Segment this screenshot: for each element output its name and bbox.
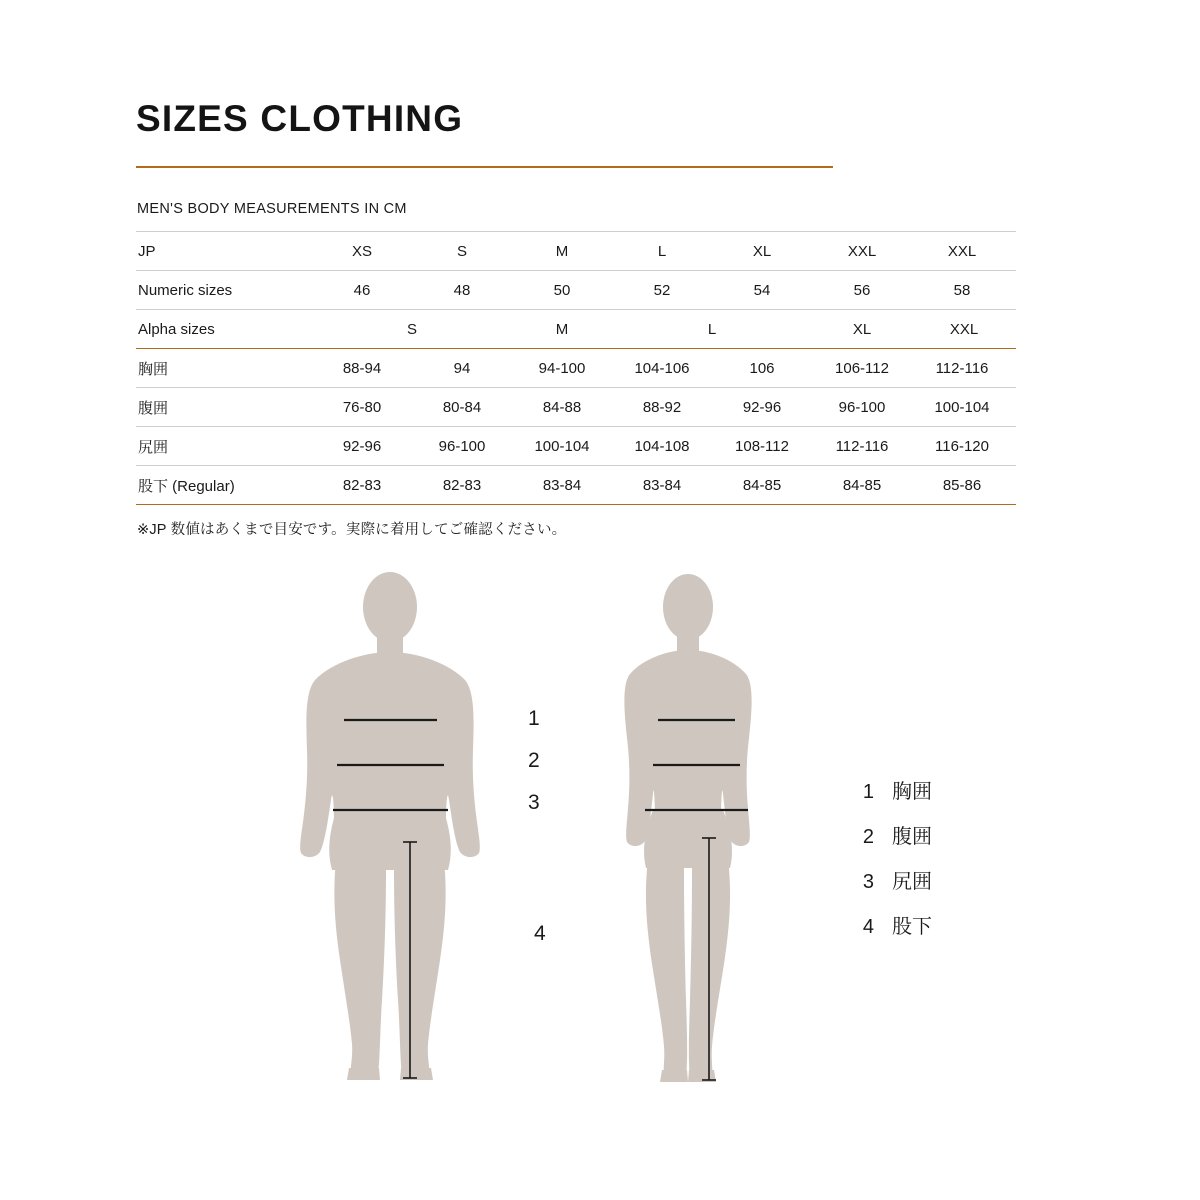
- table-row: [136, 466, 1016, 505]
- table-cell: 76-80: [312, 388, 412, 427]
- table-cell: M: [512, 232, 612, 271]
- row-label: 胸囲: [136, 349, 312, 388]
- table-accent-divider-top: [136, 348, 1016, 349]
- legend-label: 尻囲: [892, 871, 932, 893]
- table-accent-divider-bottom: [136, 504, 1016, 505]
- row-label: Numeric sizes: [136, 271, 312, 310]
- table-subtitle: MEN'S BODY MEASUREMENTS IN CM: [137, 201, 407, 217]
- table-cell: 104-106: [612, 349, 712, 388]
- page-title: SIZES CLOTHING: [136, 98, 464, 139]
- table-cell-spacer: [1012, 388, 1016, 427]
- legend-item: [862, 905, 932, 950]
- table-cell: 92-96: [312, 427, 412, 466]
- table-cell: 116-120: [912, 427, 1012, 466]
- row-label: 腹囲: [136, 388, 312, 427]
- title-divider: [136, 166, 833, 168]
- table-cell: 100-104: [512, 427, 612, 466]
- table-cell: 58: [912, 271, 1012, 310]
- table-cell: 54: [712, 271, 812, 310]
- table-cell: S: [412, 232, 512, 271]
- table-cell: 82-83: [312, 466, 412, 505]
- table-cell: 82-83: [412, 466, 512, 505]
- legend-label: 腹囲: [892, 826, 932, 848]
- table-cell: 88-94: [312, 349, 412, 388]
- table-cell: XXL: [812, 232, 912, 271]
- table-cell: XXL: [912, 310, 1016, 349]
- table-cell: 84-88: [512, 388, 612, 427]
- row-label: 尻囲: [136, 427, 312, 466]
- figure-marker-4: 4: [534, 922, 546, 945]
- male-figure: [300, 572, 480, 1080]
- table-cell: 106-112: [812, 349, 912, 388]
- table-cell: XS: [312, 232, 412, 271]
- legend-label: 股下: [892, 916, 932, 938]
- table-cell: 96-100: [412, 427, 512, 466]
- table-cell: 112-116: [912, 349, 1012, 388]
- table-cell: 88-92: [612, 388, 712, 427]
- table-row: [136, 427, 1016, 466]
- table-cell: 80-84: [412, 388, 512, 427]
- table-cell: XL: [712, 232, 812, 271]
- table-cell-spacer: [1012, 349, 1016, 388]
- measurement-legend: [862, 770, 932, 950]
- table-cell: 92-96: [712, 388, 812, 427]
- table-cell: M: [512, 310, 612, 349]
- table-cell: 56: [812, 271, 912, 310]
- table-cell: XL: [812, 310, 912, 349]
- row-label: Alpha sizes: [136, 310, 312, 349]
- figure-marker-group: [528, 707, 540, 833]
- table-cell: 83-84: [612, 466, 712, 505]
- legend-number: 3: [862, 871, 874, 893]
- table-cell: 50: [512, 271, 612, 310]
- table-cell: 106: [712, 349, 812, 388]
- row-label: JP: [136, 232, 312, 271]
- table-footnote: ※JP 数値はあくまで目安です。実際に着用してご確認ください。: [137, 522, 567, 538]
- legend-number: 2: [862, 826, 874, 848]
- female-figure: [624, 574, 751, 1082]
- table-cell: 112-116: [812, 427, 912, 466]
- table-row: [136, 271, 1016, 310]
- size-table-wrapper: [136, 231, 1016, 505]
- legend-item: [862, 815, 932, 860]
- table-cell-spacer: [1012, 271, 1016, 310]
- table-cell: XXL: [912, 232, 1012, 271]
- table-cell: 85-86: [912, 466, 1012, 505]
- legend-number: 4: [862, 916, 874, 938]
- figure-marker-2: 2: [528, 749, 540, 772]
- table-cell-spacer: [1012, 427, 1016, 466]
- table-cell: 48: [412, 271, 512, 310]
- table-cell: 84-85: [712, 466, 812, 505]
- table-cell: 96-100: [812, 388, 912, 427]
- table-cell: L: [612, 232, 712, 271]
- table-cell: 52: [612, 271, 712, 310]
- table-cell-spacer: [1012, 232, 1016, 271]
- table-row: [136, 388, 1016, 427]
- legend-label: 胸囲: [892, 781, 932, 803]
- table-cell: L: [612, 310, 812, 349]
- table-row: [136, 349, 1016, 388]
- row-label: 股下 (Regular): [136, 466, 312, 505]
- table-cell: 94-100: [512, 349, 612, 388]
- figure-marker-1: 1: [528, 707, 540, 730]
- table-cell: 104-108: [612, 427, 712, 466]
- table-cell: 94: [412, 349, 512, 388]
- table-cell: 100-104: [912, 388, 1012, 427]
- legend-item: [862, 770, 932, 815]
- body-measurement-figures: [0, 560, 1200, 1100]
- figure-marker-3: 3: [528, 791, 540, 814]
- legend-item: [862, 860, 932, 905]
- table-cell: 83-84: [512, 466, 612, 505]
- legend-number: 1: [862, 781, 874, 803]
- table-cell: 46: [312, 271, 412, 310]
- size-table: [136, 231, 1016, 505]
- table-cell: S: [312, 310, 512, 349]
- table-row: [136, 232, 1016, 271]
- table-row: [136, 310, 1016, 349]
- table-cell: 84-85: [812, 466, 912, 505]
- table-cell-spacer: [1012, 466, 1016, 505]
- table-cell: 108-112: [712, 427, 812, 466]
